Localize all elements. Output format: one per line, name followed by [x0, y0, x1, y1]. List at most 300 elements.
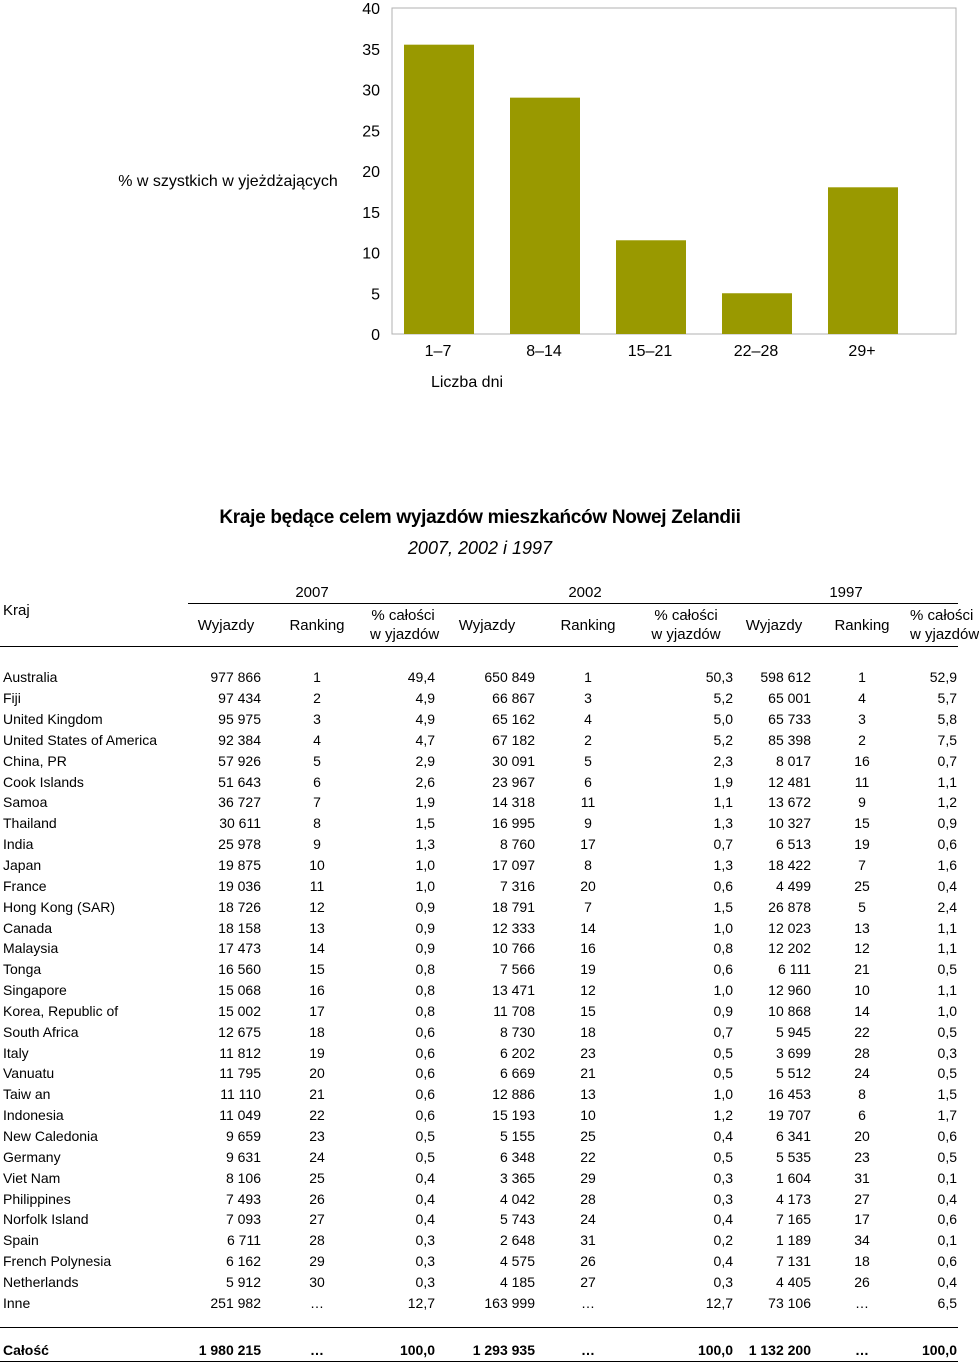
share-2007: 0,9	[415, 919, 435, 936]
trips-1997: 12 023	[768, 919, 811, 936]
trips-1997: 8 017	[775, 752, 811, 769]
share-2007: 0,3	[415, 1232, 435, 1249]
rank-2002: 17	[580, 836, 596, 853]
x-tick-label: 8–14	[526, 343, 562, 360]
rank-2007: 6	[313, 773, 321, 790]
trips-1997: 6 341	[775, 1127, 811, 1144]
table-row	[0, 980, 958, 1001]
header-country: Kraj	[0, 574, 188, 647]
rank-2007: 1	[313, 669, 321, 686]
share-2007: 1,0	[415, 877, 435, 894]
share-1997: 1,0	[937, 1002, 957, 1019]
x-axis-label: Liczba dni	[430, 374, 504, 391]
trips-2002: 15 193	[492, 1107, 535, 1124]
rank-2002: 23	[580, 1044, 596, 1061]
rank-2002: 22	[580, 1148, 596, 1165]
share-2002: 0,3	[713, 1190, 733, 1207]
share-1997: 0,1	[937, 1169, 957, 1186]
country-name: Samoa	[3, 794, 48, 811]
country-name: Całość	[0, 1328, 188, 1362]
share-2002: 0,6	[713, 961, 733, 978]
y-tick-label: 20	[362, 164, 380, 181]
share-1997: 100,0	[910, 1328, 958, 1362]
header-share	[910, 604, 979, 647]
trips-2007: 11 795	[219, 1065, 261, 1082]
rank-2002: 4	[584, 711, 592, 728]
table-row	[0, 750, 958, 771]
trips-1997: 7 131	[775, 1253, 811, 1270]
share-2002: 1,0	[713, 919, 733, 936]
header-year-1997: 1997	[734, 574, 958, 604]
share-1997: 1,1	[937, 919, 957, 936]
share-1997: 5,8	[937, 711, 957, 728]
rank-2002: 12	[580, 982, 596, 999]
trips-1997: 5 512	[775, 1065, 811, 1082]
y-tick-label: 25	[362, 123, 380, 141]
rank-2007: 24	[309, 1148, 325, 1165]
share-1997: 1,7	[937, 1107, 957, 1124]
y-tick-label: 10	[362, 245, 380, 263]
destinations-table	[0, 574, 979, 1362]
country-name: Viet Nam	[3, 1169, 61, 1186]
table-row	[0, 1063, 958, 1084]
trips-2007: 977 866	[210, 669, 261, 686]
table-row	[0, 1042, 958, 1063]
table-row	[0, 834, 958, 855]
share-2007: 0,5	[415, 1148, 435, 1165]
rank-2007: 19	[309, 1044, 325, 1061]
rank-1997: …	[814, 1328, 910, 1362]
table-row	[0, 1251, 958, 1272]
table-row	[0, 1126, 958, 1147]
header-share-line1: % całości	[910, 607, 974, 624]
share-2002: 0,9	[713, 1002, 733, 1019]
table-title: Kraje będące celem wyjazdów mieszkańców Nowej Zelandii	[219, 507, 741, 528]
trips-2002: 1 293 935	[436, 1328, 538, 1362]
trips-2007: 19 036	[218, 877, 261, 894]
country-name: Inne	[3, 1294, 31, 1311]
country-name: Canada	[3, 919, 53, 936]
rank-2007: 27	[309, 1211, 325, 1228]
rank-1997: 5	[858, 898, 866, 915]
share-2007: 0,4	[415, 1190, 435, 1207]
trips-2007: 11 110	[220, 1086, 261, 1103]
table-row	[0, 730, 958, 751]
rank-1997: 8	[858, 1086, 866, 1103]
y-tick-label: 30	[362, 82, 380, 100]
trips-2002: 6 348	[499, 1148, 535, 1165]
country-name: Japan	[3, 857, 42, 874]
trips-2007: 9 631	[225, 1148, 261, 1165]
share-1997: 0,3	[937, 1044, 957, 1061]
bar	[616, 240, 686, 334]
trips-2007: 95 975	[218, 711, 261, 728]
trips-2007: 19 875	[218, 857, 261, 874]
table-row	[0, 1292, 958, 1313]
share-1997: 6,5	[937, 1294, 957, 1311]
trips-2007: 11 812	[219, 1044, 261, 1061]
trips-2007: 16 560	[218, 961, 261, 978]
trips-2007: 18 726	[218, 898, 261, 915]
share-2007: 0,9	[415, 940, 435, 957]
table-row	[0, 1167, 958, 1188]
rank-2007: 11	[309, 877, 325, 894]
header-rank: Ranking	[538, 604, 638, 647]
header-share-line1: % całości	[654, 607, 718, 624]
trips-2002: 4 575	[499, 1253, 535, 1270]
trips-2002: 4 042	[499, 1190, 535, 1207]
share-2007: 100,0	[370, 1328, 436, 1362]
rank-2002: 18	[580, 1023, 596, 1040]
share-1997: 1,1	[937, 940, 957, 957]
share-1997: 0,6	[937, 836, 957, 853]
rank-1997: 15	[854, 815, 870, 832]
trips-2002: 14 318	[492, 794, 535, 811]
share-1997: 0,4	[937, 1273, 957, 1290]
table-subtitle: 2007, 2002 i 1997	[407, 538, 553, 558]
y-tick-label: 5	[371, 286, 380, 304]
table-row	[0, 938, 958, 959]
rank-2007: 9	[313, 836, 321, 853]
rank-1997: 22	[854, 1023, 870, 1040]
country-name: United States of America	[3, 731, 158, 748]
table-row	[0, 1146, 958, 1167]
bar	[404, 45, 474, 334]
share-2007: 0,6	[415, 1044, 435, 1061]
table-row	[0, 1105, 958, 1126]
rank-1997: 27	[854, 1190, 870, 1207]
share-1997: 52,9	[929, 669, 957, 686]
x-tick-label: 1–7	[424, 343, 452, 360]
rank-2007: 2	[313, 690, 321, 707]
share-2002: 0,8	[713, 940, 733, 957]
rank-2002: 13	[580, 1086, 596, 1103]
y-tick-label: 15	[362, 204, 380, 222]
rank-1997: 21	[854, 961, 870, 978]
rank-1997: 13	[854, 919, 870, 936]
rank-2002: 3	[584, 690, 592, 707]
rank-2002: 31	[580, 1232, 596, 1249]
rank-2002: 10	[580, 1107, 596, 1124]
header-share-line2: w yjazdów	[370, 626, 440, 643]
country-name: Taiw an	[3, 1086, 51, 1103]
country-name: Korea, Republic of	[3, 1002, 119, 1019]
trips-1997: 598 612	[760, 669, 811, 686]
trips-2007: 251 982	[210, 1294, 261, 1311]
country-name: Norfolk Island	[3, 1211, 89, 1228]
country-name: United Kingdom	[3, 711, 103, 728]
trips-1997: 6 111	[778, 961, 811, 978]
rank-2007: 10	[309, 857, 325, 874]
rank-2002: 29	[580, 1169, 596, 1186]
y-axis-ticks	[362, 1, 380, 344]
rank-2007: 28	[309, 1232, 325, 1249]
trips-2002: 12 886	[492, 1086, 535, 1103]
share-2007: 0,3	[415, 1253, 435, 1270]
trips-2002: 650 849	[484, 669, 535, 686]
rank-2007: 14	[309, 940, 325, 957]
rank-2007: 25	[309, 1169, 325, 1186]
rank-2007: 18	[309, 1023, 325, 1040]
trips-1997: 12 960	[768, 982, 811, 999]
trips-2002: 10 766	[492, 940, 535, 957]
share-1997: 1,6	[937, 857, 957, 874]
trips-2007: 12 675	[218, 1023, 261, 1040]
rank-2007: 23	[309, 1127, 325, 1144]
rank-2002: 1	[584, 669, 592, 686]
rank-1997: 10	[854, 982, 870, 999]
share-1997: 1,1	[937, 773, 957, 790]
rank-2007: 20	[309, 1065, 325, 1082]
rank-2007: 30	[309, 1273, 325, 1290]
trips-2007: 9 659	[225, 1127, 261, 1144]
share-2007: 4,9	[415, 690, 435, 707]
share-2002: 0,4	[713, 1253, 733, 1270]
trips-1997: 1 132 200	[734, 1328, 814, 1362]
bar	[510, 98, 580, 334]
table-row	[0, 1084, 958, 1105]
share-1997: 0,6	[937, 1127, 957, 1144]
country-name: Cook Islands	[3, 773, 84, 790]
table-row	[0, 667, 958, 688]
rank-1997: 18	[854, 1253, 870, 1270]
header-year-2007: 2007	[188, 574, 436, 604]
share-2007: 49,4	[407, 669, 435, 686]
trips-1997: 7 165	[775, 1211, 811, 1228]
share-2007: 0,6	[415, 1023, 435, 1040]
rank-2007: 12	[309, 898, 325, 915]
table-row	[0, 688, 958, 709]
share-2007: 4,7	[415, 731, 435, 748]
country-name: China, PR	[3, 752, 67, 769]
table-row	[0, 792, 958, 813]
share-1997: 0,1	[937, 1232, 957, 1249]
share-2002: 1,9	[713, 773, 733, 790]
country-name: Germany	[3, 1148, 61, 1165]
rank-2007: 8	[313, 815, 321, 832]
trips-1997: 18 422	[768, 857, 811, 874]
share-2002: 5,2	[713, 731, 733, 748]
country-name: Singapore	[3, 982, 67, 999]
trips-2002: 65 162	[492, 711, 535, 728]
country-name: Australia	[3, 669, 58, 686]
share-1997: 7,5	[937, 731, 957, 748]
rank-1997: 19	[854, 836, 870, 853]
rank-2007: 17	[309, 1002, 325, 1019]
rank-2002: 25	[580, 1127, 596, 1144]
rank-2002: 24	[580, 1211, 596, 1228]
rank-1997: 3	[858, 711, 866, 728]
table-row	[0, 709, 958, 730]
country-name: Thailand	[3, 815, 57, 832]
share-2002: 5,0	[713, 711, 733, 728]
trips-2007: 11 049	[219, 1107, 261, 1124]
rank-2002: 2	[584, 731, 592, 748]
trips-2002: 5 155	[499, 1127, 535, 1144]
share-2002: 100,0	[638, 1328, 734, 1362]
rank-1997: 7	[858, 857, 866, 874]
share-1997: 0,7	[937, 752, 957, 769]
trips-2007: 15 002	[218, 1002, 261, 1019]
trips-2007: 51 643	[218, 773, 261, 790]
y-tick-label: 35	[362, 41, 380, 59]
rank-2007: 26	[309, 1190, 325, 1207]
trips-2002: 7 316	[499, 877, 535, 894]
rank-1997: 16	[854, 752, 870, 769]
share-2002: 1,2	[713, 1107, 733, 1124]
rank-2007: 21	[309, 1086, 325, 1103]
trips-2007: 8 106	[225, 1169, 261, 1186]
rank-2002: 20	[580, 877, 596, 894]
rank-2002: 21	[580, 1065, 596, 1082]
trips-2007: 92 384	[218, 731, 261, 748]
rank-1997: 1	[858, 669, 866, 686]
trips-2002: 67 182	[492, 731, 535, 748]
share-2007: 1,0	[415, 857, 435, 874]
trips-1997: 12 202	[768, 940, 811, 957]
rank-1997: 17	[854, 1211, 870, 1228]
country-name: Netherlands	[3, 1273, 79, 1290]
table-row	[0, 1209, 958, 1230]
rank-2007: 5	[313, 752, 321, 769]
header-year-2002: 2002	[436, 574, 734, 604]
country-name: India	[3, 836, 34, 853]
share-1997: 2,4	[937, 898, 957, 915]
rank-1997: …	[855, 1294, 869, 1311]
trips-2002: 12 333	[492, 919, 535, 936]
trips-1997: 10 327	[768, 815, 811, 832]
trips-2002: 18 791	[492, 898, 535, 915]
table-row	[0, 813, 958, 834]
rank-1997: 28	[854, 1044, 870, 1061]
rank-2002: 11	[580, 794, 596, 811]
trips-1997: 10 868	[768, 1002, 811, 1019]
table-row	[0, 1188, 958, 1209]
rank-2002: 7	[584, 898, 592, 915]
country-name: Hong Kong (SAR)	[3, 898, 116, 915]
trips-1997: 4 173	[775, 1190, 811, 1207]
header-trips: Wyjazdy	[734, 604, 814, 647]
trips-2007: 17 473	[218, 940, 261, 957]
share-2002: 0,4	[713, 1211, 733, 1228]
rank-1997: 6	[858, 1107, 866, 1124]
rank-1997: 34	[854, 1232, 870, 1249]
trips-2007: 18 158	[218, 919, 261, 936]
rank-2002: 6	[584, 773, 592, 790]
header-share-line2: w yjazdów	[651, 626, 721, 643]
share-2007: 0,4	[415, 1211, 435, 1228]
country-name: France	[3, 877, 47, 894]
trips-1997: 6 513	[775, 836, 811, 853]
share-1997: 0,4	[937, 1190, 957, 1207]
table-row	[0, 917, 958, 938]
share-1997: 0,4	[937, 877, 957, 894]
trips-1997: 13 672	[768, 794, 811, 811]
trips-1997: 16 453	[768, 1086, 811, 1103]
share-2002: 1,5	[713, 898, 733, 915]
rank-2007: 13	[309, 919, 325, 936]
table-row	[0, 1271, 958, 1292]
share-2007: 0,9	[415, 898, 435, 915]
table-row	[0, 875, 958, 896]
trips-2002: 6 202	[499, 1044, 535, 1061]
rank-2007: 16	[309, 982, 325, 999]
rank-2007: 22	[309, 1107, 325, 1124]
share-2002: 1,1	[713, 794, 733, 811]
trips-2007: 97 434	[218, 690, 261, 707]
share-2002: 0,5	[713, 1044, 733, 1061]
share-2007: 1,5	[415, 815, 435, 832]
x-tick-label: 22–28	[733, 343, 779, 360]
trips-2002: 163 999	[484, 1294, 535, 1311]
trips-1997: 85 398	[768, 731, 811, 748]
trips-1997: 26 878	[768, 898, 811, 915]
rank-1997: 14	[854, 1002, 870, 1019]
trips-2007: 30 611	[219, 815, 261, 832]
rank-2002: 15	[580, 1002, 596, 1019]
country-name: Vanuatu	[3, 1065, 55, 1082]
trips-2002: 4 185	[499, 1273, 535, 1290]
rank-1997: 25	[854, 877, 870, 894]
trips-1997: 19 707	[768, 1107, 811, 1124]
trips-2002: 2 648	[499, 1232, 535, 1249]
header-trips: Wyjazdy	[188, 604, 264, 647]
trips-1997: 3 699	[775, 1044, 811, 1061]
trips-2002: 17 097	[492, 857, 535, 874]
share-2007: 0,6	[415, 1065, 435, 1082]
share-2002: 5,2	[713, 690, 733, 707]
share-1997: 0,9	[937, 815, 957, 832]
share-2002: 0,2	[713, 1232, 733, 1249]
rank-2002: 27	[580, 1273, 596, 1290]
trips-2007: 25 978	[218, 836, 261, 853]
rank-1997: 4	[858, 690, 866, 707]
share-2002: 2,3	[713, 752, 733, 769]
share-2002: 0,5	[713, 1148, 733, 1165]
trips-1997: 1 189	[775, 1232, 811, 1249]
share-1997: 0,5	[937, 1148, 957, 1165]
trips-1997: 5 535	[775, 1148, 811, 1165]
bar	[722, 293, 792, 334]
country-name: Tonga	[3, 961, 42, 978]
rank-1997: 2	[858, 731, 866, 748]
header-rank: Ranking	[814, 604, 910, 647]
share-1997: 5,7	[937, 690, 957, 707]
share-1997: 0,5	[937, 1065, 957, 1082]
rank-2007: 3	[313, 711, 321, 728]
share-2002: 0,3	[713, 1273, 733, 1290]
table-row	[0, 855, 958, 876]
trips-1997: 65 733	[768, 711, 811, 728]
rank-1997: 9	[858, 794, 866, 811]
trips-2002: 3 365	[499, 1169, 535, 1186]
rank-2002: 9	[584, 815, 592, 832]
share-2007: 12,7	[407, 1294, 435, 1311]
share-2002: 0,7	[713, 836, 733, 853]
rank-2007: 7	[313, 794, 321, 811]
trips-1997: 73 106	[768, 1294, 811, 1311]
rank-2002: 28	[580, 1190, 596, 1207]
header-rank: Ranking	[264, 604, 370, 647]
trips-2007: 6 162	[225, 1253, 261, 1270]
trips-1997: 4 499	[775, 877, 811, 894]
trips-2002: 66 867	[492, 690, 535, 707]
rank-2002: 8	[584, 857, 592, 874]
header-share-line1: % całości	[371, 607, 435, 624]
header-share-line2: w yjazdów	[910, 626, 979, 643]
country-name: Italy	[3, 1044, 29, 1061]
share-2002: 1,3	[713, 815, 733, 832]
